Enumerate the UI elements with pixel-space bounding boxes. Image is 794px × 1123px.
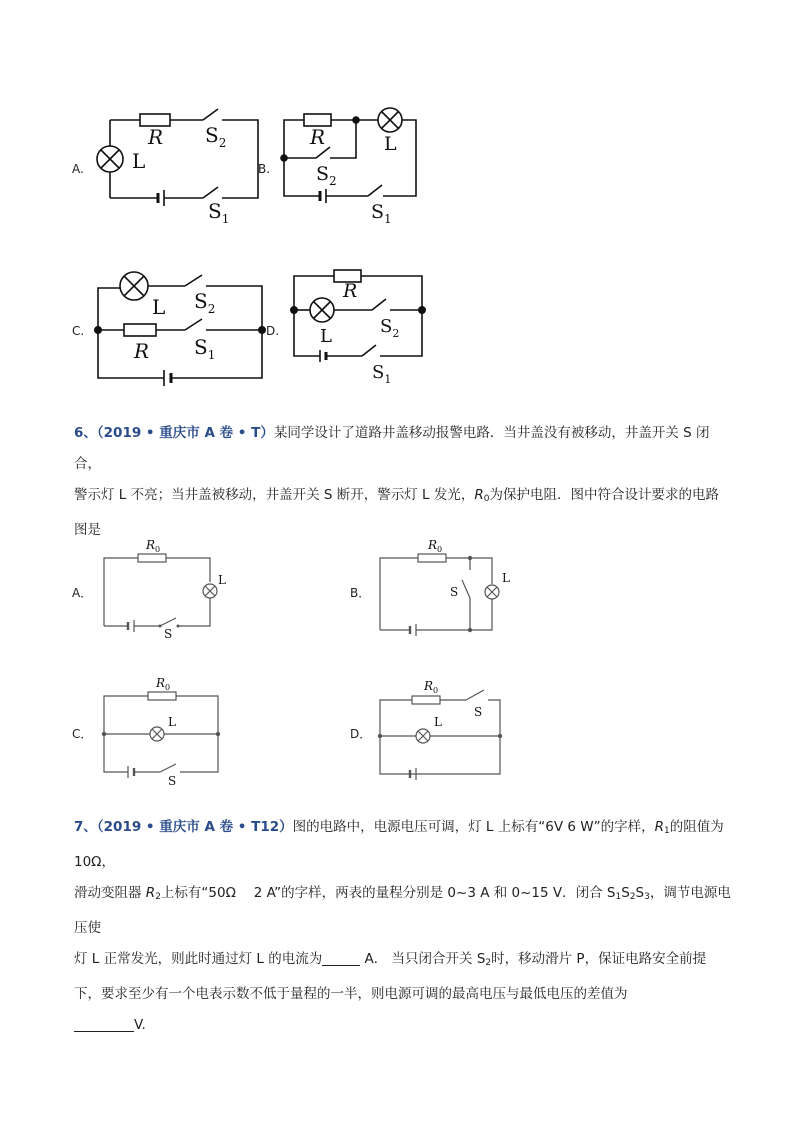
option-label-c: C． (72, 727, 93, 741)
label-s2: $S_2$ (380, 316, 400, 340)
option-label-a: A． (72, 586, 93, 600)
circuit-diagram-6b (376, 534, 516, 634)
label-s: S (168, 774, 177, 788)
label-s2: $S_2$ (205, 123, 227, 150)
label-r0: $R_0$ (146, 538, 161, 554)
label-l: L (434, 715, 442, 729)
question-text: 为保护电阻．图中符合设计要求的电路 (489, 487, 719, 503)
question-7-line-4 (74, 979, 734, 1010)
question-7-line-1 (74, 812, 734, 878)
option-label-b: B． (350, 586, 371, 600)
r1-symbol: R (654, 819, 664, 835)
label-r0: $R_0$ (428, 538, 443, 554)
label-l: L (502, 571, 510, 585)
question-text: 上标有“50Ω 2 A”的字样，两表的量程分别是 0~3 A 和 0~15 V．闭合 S (160, 885, 616, 901)
label-s2: $S_2$ (316, 163, 337, 188)
question-6-line-2 (74, 480, 734, 515)
circuit-diagram-5b (278, 100, 428, 230)
circuit-diagram-5d (288, 262, 438, 392)
label-s1: $S_1$ (208, 199, 230, 226)
question-text: 警示灯 L 不亮；当井盖被移动，井盖开关 S 断开，警示灯 L 发光， (74, 487, 475, 503)
s1-subscript: 1 (615, 892, 622, 902)
label-r0: $R_0$ (156, 676, 171, 692)
r0-symbol: R (474, 487, 484, 503)
option-label-d: D. (266, 324, 280, 338)
question-text: 的阻值为 10Ω， (74, 819, 724, 870)
question-text: A． 当只闭合开关 S (360, 951, 486, 967)
question-7-line-2 (74, 878, 734, 944)
label-l: L (384, 133, 397, 155)
question-text: 下，要求至少有一个电表示数不低于量程的一半，则电源可调的最高电压与最低电压的差值为 (74, 986, 628, 1002)
circuit-diagram-6c (98, 672, 228, 788)
label-r: R (310, 125, 326, 149)
label-l: L (320, 326, 332, 347)
question-text: 某同学设计了道路井盖移动报警电路．当井盖没有被移动，井盖开关 S 闭合， (74, 425, 710, 472)
s3-subscript: 3 (644, 892, 650, 902)
answer-blank-2[interactable] (74, 1017, 134, 1032)
label-r: R (343, 280, 358, 302)
label-s1: $S_1$ (194, 335, 216, 362)
label-s: S (450, 585, 459, 599)
question-source: （2019 • 重庆市 A 卷 • T12） (96, 819, 293, 835)
circuit-diagram-5a (88, 108, 271, 228)
answer-blank-1[interactable] (322, 951, 360, 966)
label-s1: $S_1$ (372, 362, 392, 386)
question-number: 7、 (74, 819, 97, 835)
question-7-line-3 (74, 944, 734, 979)
question-text: 灯 L 正常发光，则此时通过灯 L 的电流为 (74, 951, 323, 967)
circuit-diagram-6d (376, 672, 516, 782)
question-text: ，调节电源电压使 (74, 885, 731, 936)
s-symbol: S (635, 885, 645, 901)
label-s2: $S_2$ (194, 289, 216, 316)
r2-symbol: R (145, 885, 156, 901)
question-text: 图是 (74, 522, 101, 538)
label-l: L (152, 295, 166, 319)
question-text: V. (134, 1017, 146, 1033)
r2-subscript: 2 (155, 892, 161, 902)
option-label-c: C. (72, 324, 85, 338)
label-l: L (218, 573, 226, 587)
question-7-line-5 (74, 1010, 734, 1041)
option-label-a: A. (72, 162, 84, 176)
question-text: 图的电路中，电源电压可调，灯 L 上标有“6V 6 W”的字样， (292, 819, 655, 835)
label-s: S (474, 705, 483, 719)
question-6 (74, 418, 734, 546)
r1-subscript: 1 (663, 826, 670, 836)
circuit-diagram-5c (90, 262, 270, 392)
question-7 (74, 812, 734, 1041)
label-s1: $S_1$ (371, 201, 392, 226)
s2-subscript: 2 (485, 958, 492, 968)
circuit-diagram-6a (98, 534, 228, 641)
label-r: R (148, 125, 164, 149)
label-r: R (134, 339, 150, 363)
s-symbol: S (621, 885, 630, 901)
s2-subscript: 2 (629, 892, 636, 902)
label-s: S (164, 627, 173, 641)
question-source: （2019 • 重庆市 A 卷 • T） (96, 425, 274, 441)
question-number: 6、 (74, 425, 97, 441)
question-text: 时，移动滑片 P，保证电路安全前提 (491, 951, 707, 967)
option-label-b: B. (258, 162, 271, 176)
question-6-line-1 (74, 418, 734, 480)
label-l: L (132, 149, 146, 173)
label-r0: $R_0$ (424, 679, 439, 695)
r0-subscript: 0 (483, 494, 490, 504)
label-l: L (168, 715, 176, 729)
option-label-d: D． (350, 727, 372, 741)
question-text: 滑动变阻器 (74, 885, 146, 901)
